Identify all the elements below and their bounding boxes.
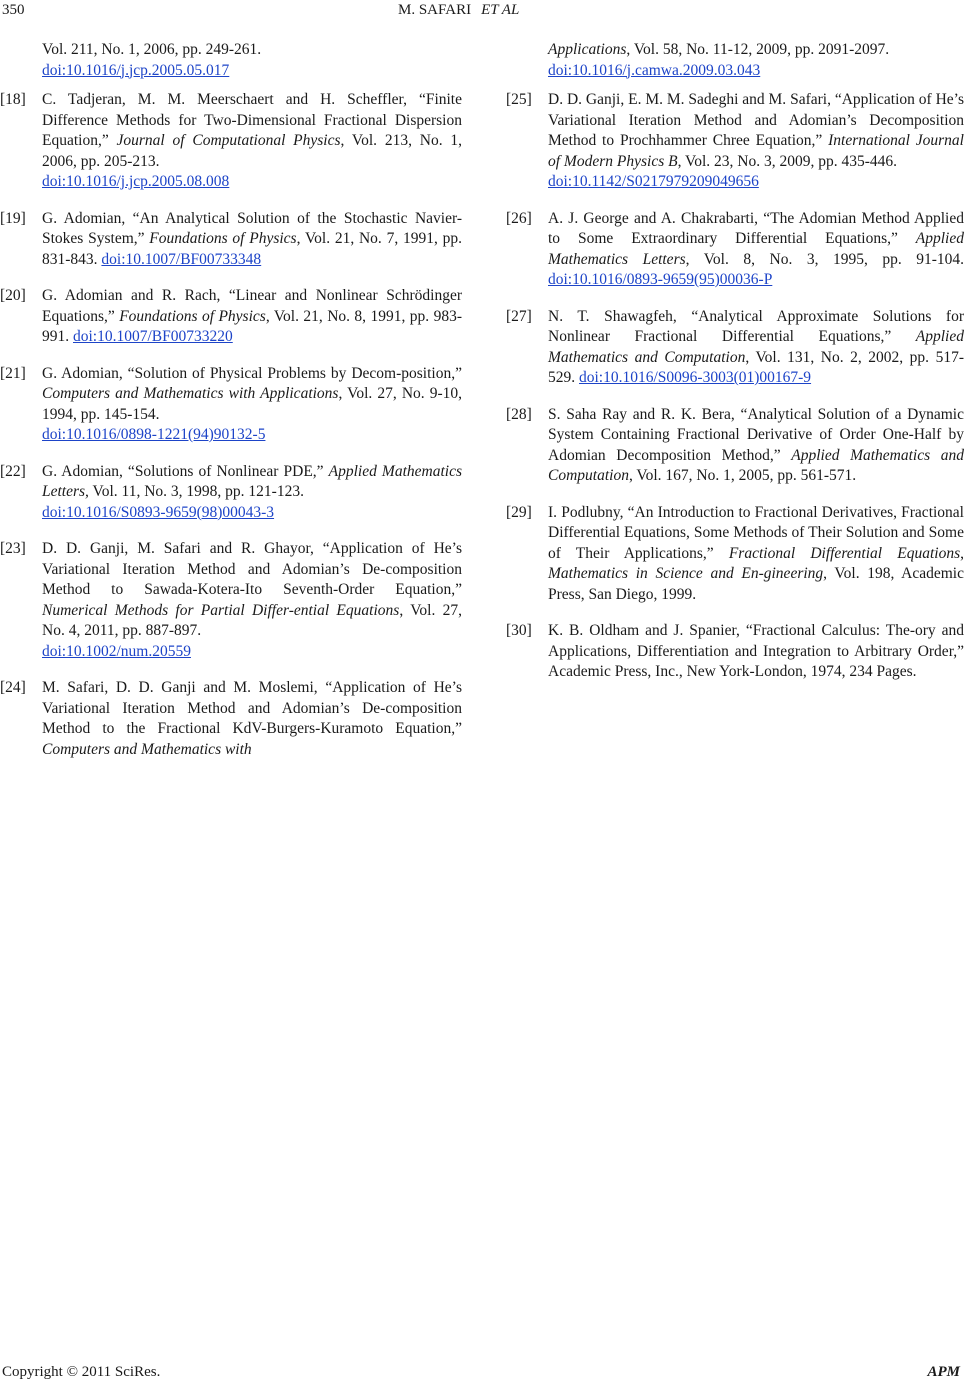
reference-source-title: Numerical Methods for Partial Differ-ential Equations xyxy=(42,601,400,619)
doi-link[interactable]: doi:10.1016/S0096-3003(01)00167-9 xyxy=(579,369,812,386)
reference-text: , Vol. 198, Academic Press, San Diego, 1999. xyxy=(548,565,964,603)
reference-source-title: Fractional Differential Equations xyxy=(728,544,961,562)
reference-text: G. Adomian, “Solutions of Nonlinear PDE,” xyxy=(42,462,329,480)
references-left-column xyxy=(0,40,462,776)
reference-continuation xyxy=(0,40,462,81)
reference-text: , Vol. 27, No. 9-10, 1994, pp. 145-154. xyxy=(42,385,463,423)
doi-link[interactable]: doi:10.1016/j.camwa.2009.03.043 xyxy=(548,61,761,79)
reference-text: G. Adomian, “An Analytical Solution of the Stochastic Navier-Stokes System,” xyxy=(42,209,462,247)
reference-entry xyxy=(506,90,964,193)
reference-number: [22] xyxy=(0,462,26,480)
reference-source-title: Computers and Mathematics with Applications xyxy=(42,385,339,402)
page-number: 350 xyxy=(2,2,25,18)
reference-text: , Vol. 27, No. 4, 2011, pp. 887-897. xyxy=(42,601,462,639)
reference-entry xyxy=(0,286,462,348)
reference-number: [21] xyxy=(0,364,26,382)
doi-link[interactable]: doi:10.1007/BF00733348 xyxy=(101,250,262,268)
reference-source-title: Journal of Computational Physics xyxy=(116,132,341,149)
doi-link[interactable]: doi:10.1142/S0217979209049656 xyxy=(548,173,759,190)
reference-entry xyxy=(0,462,462,524)
doi-link[interactable]: doi:10.1002/num.20559 xyxy=(42,642,191,660)
reference-number: [24] xyxy=(0,679,26,696)
reference-entry xyxy=(506,621,964,683)
footer-copyright: Copyright © 2011 SciRes. xyxy=(2,1364,161,1380)
reference-number: [29] xyxy=(506,503,532,521)
reference-source-title: Applied Mathematics and Computation xyxy=(548,328,964,366)
reference-entry xyxy=(0,678,462,760)
doi-link[interactable]: doi:10.1007/BF00733220 xyxy=(73,328,233,345)
doi-link[interactable]: doi:10.1016/S0893-9659(98)00043-3 xyxy=(42,503,275,521)
reference-text: C. Tadjeran, M. M. Meerschaert and H. Scheffler, “Finite Difference Methods for Two-Dimensional Fractional Dispersion Equation,” xyxy=(42,91,462,149)
reference-number: [26] xyxy=(506,209,532,227)
reference-text: M. Safari, D. D. Ganji and M. Moslemi, “Application of He’s Variational Iteration Method and Adomian’s De-composition Method to the Fractional KdV-Burgers-Kuramoto Equation,” xyxy=(42,679,462,737)
reference-number: [19] xyxy=(0,209,26,227)
reference-text: Vol. 211, No. 1, 2006, pp. 249-261. xyxy=(42,41,262,58)
reference-text: , Vol. 167, No. 1, 2005, pp. 561-571. xyxy=(628,467,857,484)
reference-text: N. T. Shawagfeh, “Analytical Approximate Solutions for Nonlinear Fractional Differential Equations,” xyxy=(548,307,964,345)
doi-link[interactable]: doi:10.1016/j.jcp.2005.05.017 xyxy=(42,61,230,79)
reference-text: I. Podlubny, “An Introduction to Fractional Derivatives, Fractional Differential Equations, Some Methods of Their Solution and Some of Their Applications,” xyxy=(548,503,964,562)
reference-entry xyxy=(506,503,964,606)
reference-text: , Vol. 21, No. 7, 1991, pp. 831-843. xyxy=(42,230,462,268)
reference-number: [27] xyxy=(506,307,532,325)
reference-text: S. Saha Ray and R. K. Bera, “Analytical Solution of a Dynamic System Containing Fractional Derivative of Order One-Half by Adomian Decomposition Method,” xyxy=(548,405,964,464)
reference-text: K. B. Oldham and J. Spanier, “Fractional Calculus: The-ory and Applications, Differentiation and Integration to Arbitrary Order,” Academic Press, Inc., New York-London, 1974, 234 Pages. xyxy=(548,622,964,680)
running-header xyxy=(398,0,519,21)
reference-entry xyxy=(506,209,964,291)
reference-text: Vol. 11, No. 3, 1998, pp. 121-123. xyxy=(88,483,304,500)
reference-text: , Vol. 23, No. 3, 2009, pp. 435-446. xyxy=(677,152,898,170)
reference-entry xyxy=(506,405,964,487)
reference-entry xyxy=(0,209,462,271)
running-header-et-al: ET AL xyxy=(481,2,520,18)
footer-journal: APM xyxy=(927,1364,960,1380)
reference-entry xyxy=(0,90,462,193)
reference-text: , Vol. 58, No. 11-12, 2009, pp. 2091-2097. xyxy=(626,41,890,58)
reference-source-title: Mathematics in Science and En-gineering xyxy=(548,565,824,582)
reference-text: D. D. Ganji, E. M. M. Sadeghi and M. Safari, “Application of He’s Variational Iteration Method and Adomian’s Decomposition Method to Prochhammer Chree Equation,” xyxy=(548,91,964,149)
doi-link[interactable]: doi:10.1016/0893-9659(95)00036-P xyxy=(548,271,773,288)
reference-number: [28] xyxy=(506,405,532,423)
reference-text: , Vol. 131, No. 2, 2002, pp. 517-529. xyxy=(548,348,964,386)
reference-source-title: Foundations of Physics xyxy=(149,230,297,247)
reference-source-title: Applied Mathematics Letters, xyxy=(42,462,462,500)
reference-text: , xyxy=(960,544,964,562)
reference-number: [23] xyxy=(0,540,26,557)
reference-source-title: Applications xyxy=(548,41,627,58)
reference-continuation xyxy=(506,40,964,81)
reference-text: , Vol. 8, No. 3, 1995, pp. 91-104. xyxy=(685,250,965,268)
reference-text: A. J. George and A. Chakrabarti, “The Adomian Method Applied to Some Extraordinary Differential Equations,” xyxy=(548,209,964,247)
reference-entry xyxy=(0,364,462,446)
reference-number: [18] xyxy=(0,91,26,108)
reference-text: G. Adomian, “Solution of Physical Problems by Decom-position,” xyxy=(42,364,462,382)
reference-number: [25] xyxy=(506,91,532,108)
reference-source-title: Computers and Mathematics with xyxy=(42,740,252,758)
reference-source-title: Applied Mathematics Letters xyxy=(548,230,964,268)
reference-text: G. Adomian and R. Rach, “Linear and Nonlinear Schrödinger Equations,” xyxy=(42,287,462,325)
reference-source-title: International Journal of Modern Physics B xyxy=(548,132,964,170)
reference-entry xyxy=(0,539,462,662)
reference-number: [20] xyxy=(0,287,26,304)
reference-entry xyxy=(506,307,964,389)
running-header-author: M. SAFARI xyxy=(398,2,472,18)
reference-source-title: Foundations of Physics xyxy=(119,307,266,325)
reference-source-title: Applied Mathematics and Computation xyxy=(548,446,964,484)
reference-text: , Vol. 213, No. 1, 2006, pp. 205-213. xyxy=(42,132,462,170)
references-right-column xyxy=(506,40,964,699)
doi-link[interactable]: doi:10.1016/0898-1221(94)90132-5 xyxy=(42,426,266,443)
reference-text: , Vol. 21, No. 8, 1991, pp. 983-991. xyxy=(42,307,463,345)
reference-text: D. D. Ganji, M. Safari and R. Ghayor, “Application of He’s Variational Iteration Method and Adomian’s De-composition Method to Sawada-Kotera-Ito Seventh-Order Equation,” xyxy=(42,540,462,598)
doi-link[interactable]: doi:10.1016/j.jcp.2005.08.008 xyxy=(42,173,230,190)
reference-number: [30] xyxy=(506,622,532,639)
